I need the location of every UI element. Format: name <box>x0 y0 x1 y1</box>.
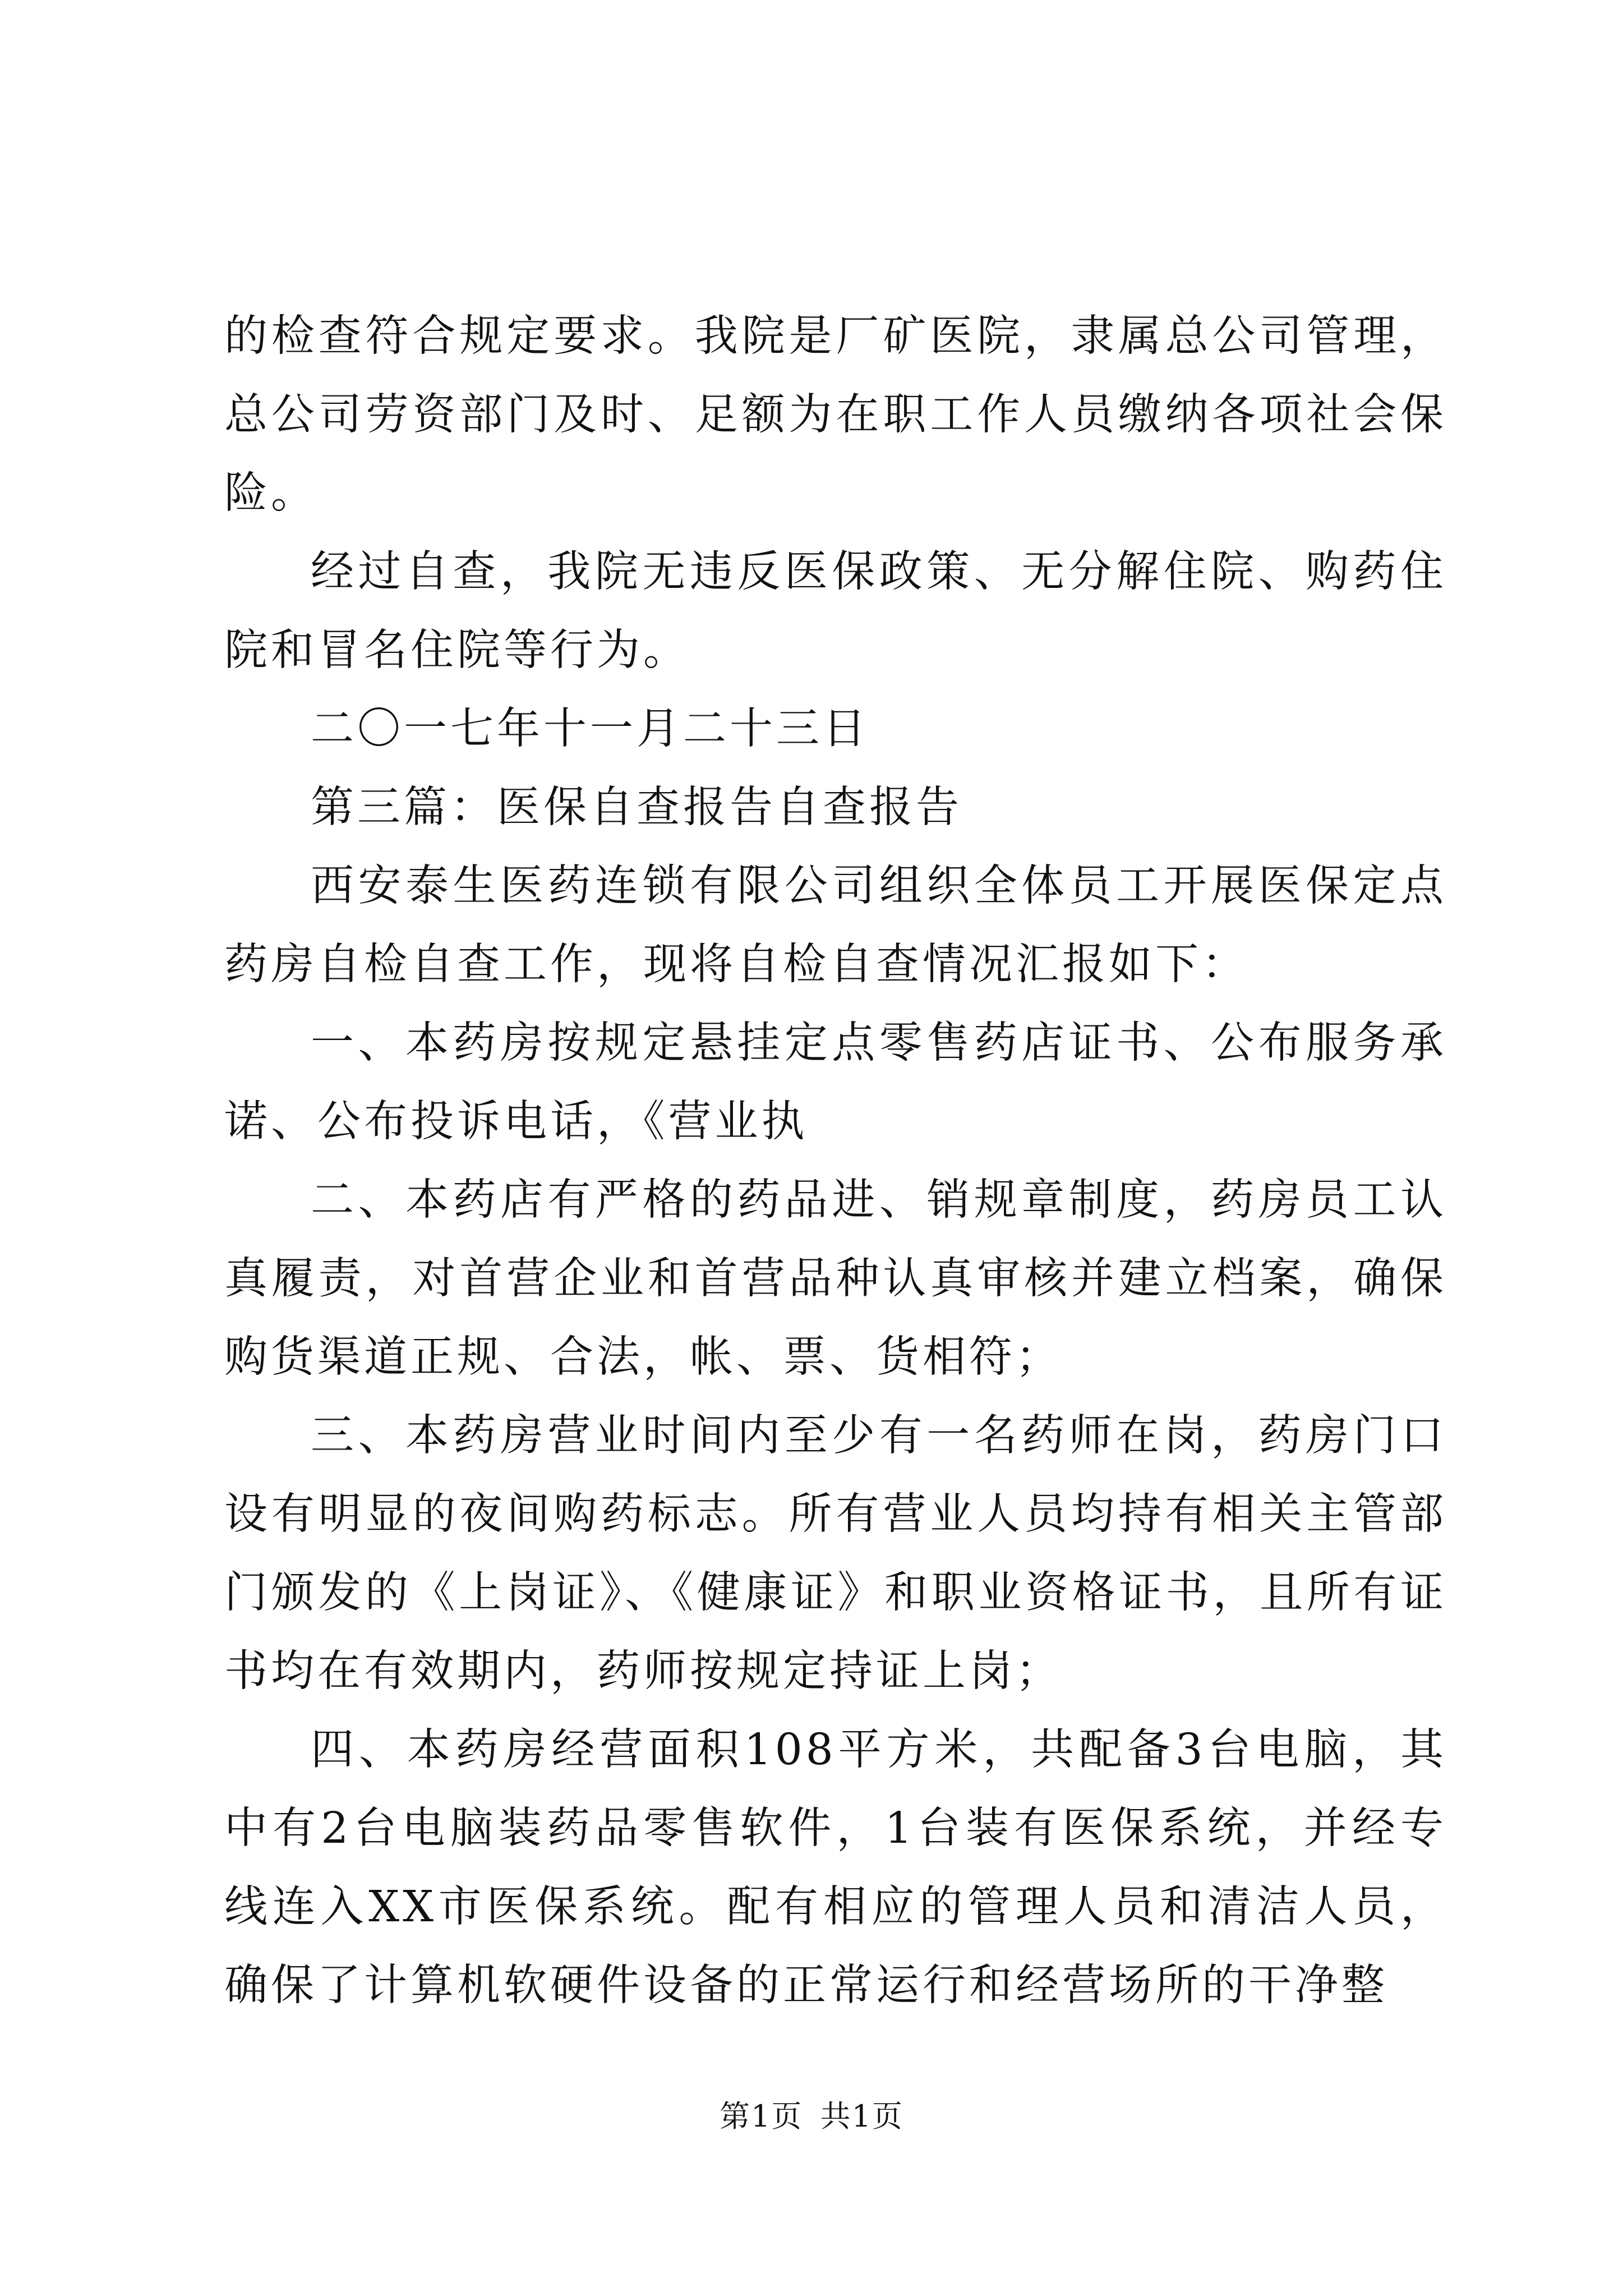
page-total: 共1页 <box>820 2099 903 2134</box>
page-footer <box>0 2097 1623 2136</box>
document-body <box>224 297 1447 2025</box>
paragraph-item-1: 一、本药房按规定悬挂定点零售药店证书、公布服务承诺、公布投诉电话，《营业执 <box>224 1018 1447 1147</box>
paragraph-item-4: 四、本药房经营面积108平方米，共配备3台电脑，其中有2台电脑装药品零售软件，1台装有医保系统，并经专线连入XX市医保系统。配有相应的管理人员和清洁人员，确保了计算机软硬件设备的正常运行和经营场所的干净整 <box>224 1725 1447 2010</box>
paragraph-self-check-result: 经过自查，我院无违反医保政策、无分解住院、购药住院和冒名住院等行为。 <box>224 547 1447 675</box>
paragraph-intro: 西安泰生医药连锁有限公司组织全体员工开展医保定点药房自检自查工作，现将自检自查情况汇报如下： <box>224 861 1447 990</box>
section-title: 第三篇：医保自查报告自查报告 <box>311 783 962 832</box>
paragraph-item-3: 三、本药房营业时间内至少有一名药师在岗，药房门口设有明显的夜间购药标志。所有营业人员均持有相关主管部门颁发的《上岗证》、《健康证》和职业资格证书，且所有证书均在有效期内，药师按规定持证上岗； <box>224 1411 1447 1696</box>
paragraph-date: 二〇一七年十一月二十三日 <box>311 704 869 754</box>
page-number: 第1页 <box>720 2099 803 2134</box>
paragraph-item-2: 二、本药店有严格的药品进、销规章制度，药房员工认真履责，对首营企业和首营品种认真审核并建立档案，确保购货渠道正规、合法，帐、票、货相符； <box>224 1175 1447 1382</box>
paragraph-continuation: 的检查符合规定要求。我院是厂矿医院，隶属总公司管理，总公司劳资部门及时、足额为在职工作人员缴纳各项社会保险。 <box>224 311 1447 518</box>
